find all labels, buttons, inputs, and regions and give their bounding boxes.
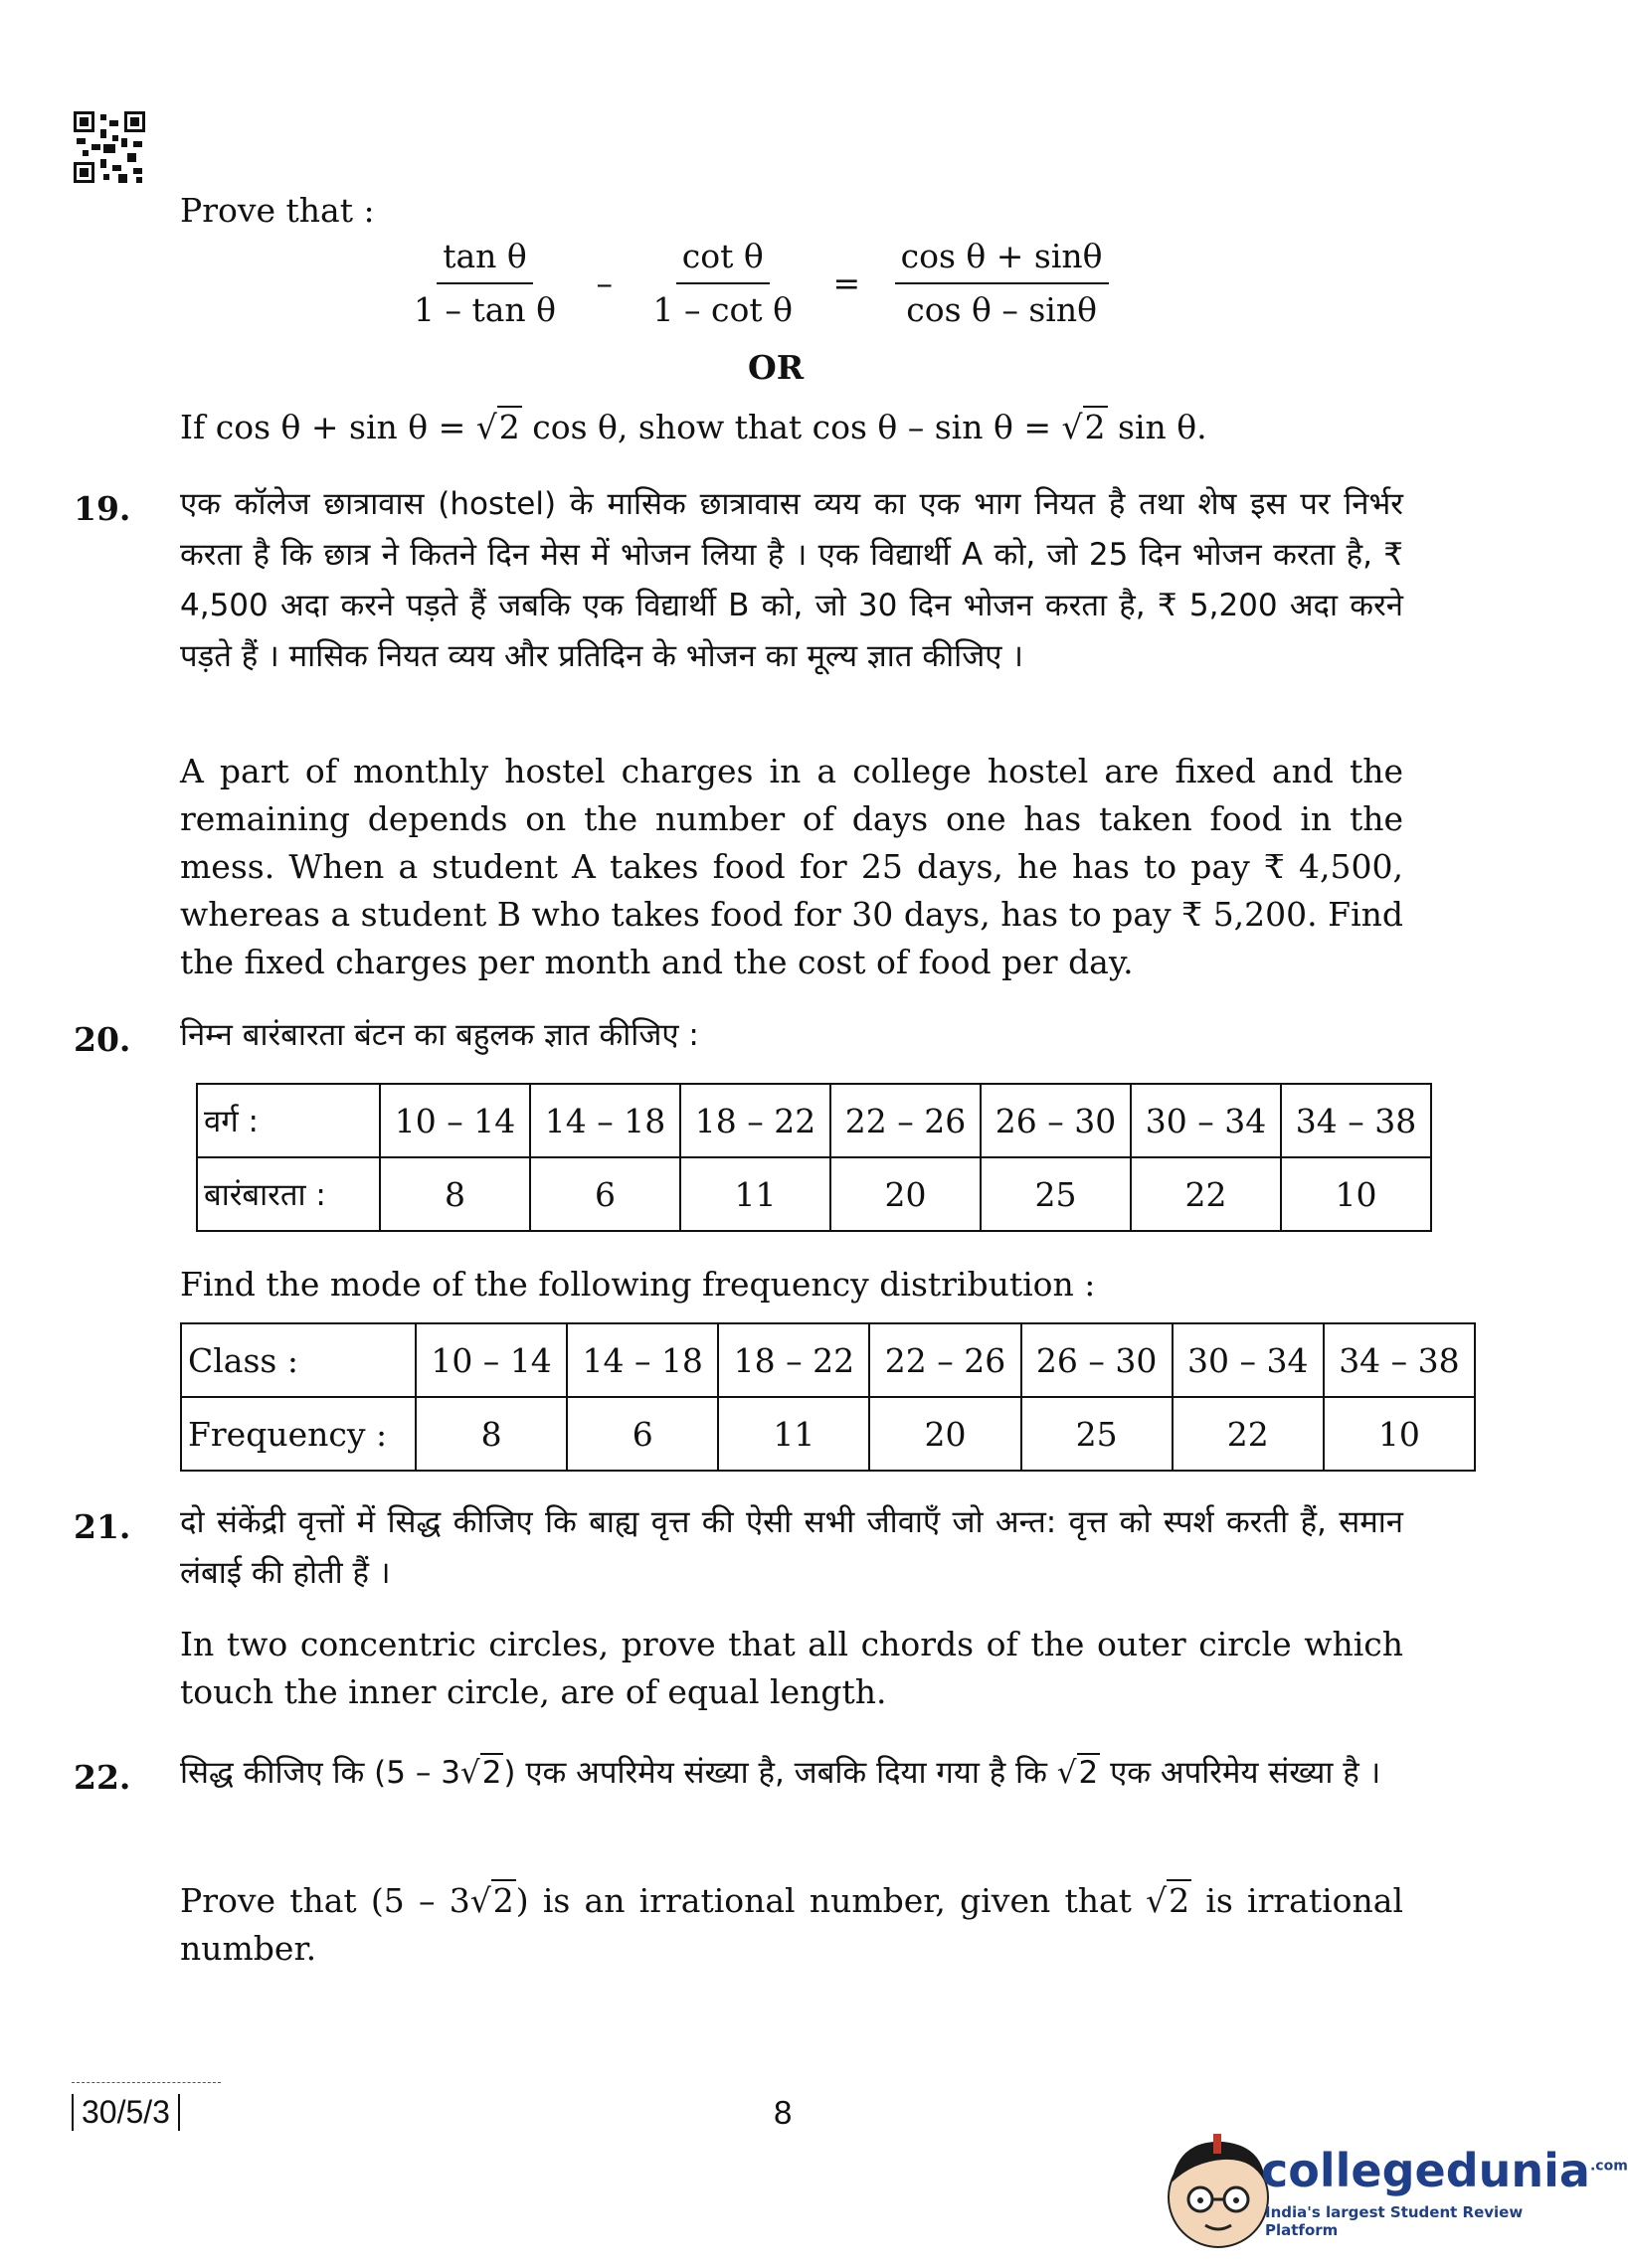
sqrt-expression bbox=[1061, 406, 1107, 446]
table-row bbox=[181, 1323, 1475, 1397]
table-cell: 6 bbox=[567, 1397, 718, 1471]
fraction-denominator: 1 – tan θ bbox=[414, 290, 557, 329]
q19-hindi-text: एक कॉलेज छात्रावास (hostel) के मासिक छात्रावास व्यय का एक भाग नियत है तथा शेष इस पर निर्भर करता है कि छात्र ने कितने दिन मेस में भोजन लिया है । एक विद्यार्थी A को, जो 25 दिन भोजन करता है, ₹ 4,500 अदा करने पड़ते हैं जबकि एक विद्यार्थी B को, जो 30 दिन भोजन करता है, ₹ 5,200 अदा करने पड़ते हैं । मासिक नियत व्यय और प्रतिदिन के भोजन का मूल्य ज्ञात कीजिए । bbox=[180, 486, 1403, 674]
brand-name bbox=[1261, 2144, 1628, 2197]
table-header-cell: वर्ग : bbox=[197, 1084, 380, 1157]
brand-tagline: India's largest Student Review Platform bbox=[1265, 2203, 1524, 2239]
page-number: 8 bbox=[774, 2094, 793, 2131]
paper-code bbox=[72, 2094, 180, 2131]
table-row bbox=[181, 1397, 1475, 1471]
text-segment: सिद्ध कीजिए कि (5 – 3 bbox=[180, 1755, 460, 1791]
table-header-cell: बारंबारता : bbox=[197, 1157, 380, 1231]
question-number: 22. bbox=[74, 1758, 131, 1797]
fraction-numerator: cot θ bbox=[676, 235, 770, 284]
table-header-cell: Class : bbox=[181, 1323, 416, 1397]
q21-hindi-text: दो संकेंद्री वृत्तों में सिद्ध कीजिए कि बाह्य वृत्त की ऐसी सभी जीवाएँ जो अन्त: वृत्त को स्पर्श करती हैं, समान लंबाई की होती हैं । bbox=[180, 1504, 1403, 1591]
sqrt-symbol: √ bbox=[1146, 1881, 1168, 1920]
q20-hindi-text: निम्न बारंबारता बंटन का बहुलक ज्ञात कीजिए : bbox=[180, 1017, 699, 1053]
table-cell: 6 bbox=[530, 1157, 680, 1231]
fraction-denominator: 1 – cot θ bbox=[652, 290, 793, 329]
fraction-cot bbox=[647, 235, 799, 332]
q21-english-text: In two concentric circles, prove that all chords of the outer circle which touch the inner circle, are of equal length. bbox=[180, 1625, 1403, 1711]
equals-sign: = bbox=[832, 263, 861, 302]
fraction-denominator: cos θ – sinθ bbox=[906, 290, 1097, 329]
sqrt-expression bbox=[476, 406, 522, 446]
text-segment: एक अपरिमेय संख्या है । bbox=[1100, 1755, 1381, 1791]
table-cell: 10 bbox=[1324, 1397, 1475, 1471]
table-cell: 10 – 14 bbox=[416, 1323, 567, 1397]
table-row bbox=[197, 1084, 1431, 1157]
sqrt-symbol: √ bbox=[469, 1881, 491, 1920]
table-cell: 22 bbox=[1131, 1157, 1281, 1231]
brand-text: collegedunia bbox=[1261, 2144, 1590, 2197]
table-cell: 8 bbox=[416, 1397, 567, 1471]
q22-english-text bbox=[180, 1877, 1403, 1973]
text-segment: Prove that (5 – 3 bbox=[180, 1881, 470, 1920]
table-cell: 25 bbox=[981, 1157, 1131, 1231]
sqrt-symbol: √ bbox=[459, 1755, 480, 1791]
paper-code-label: 30/5/3 bbox=[72, 2094, 180, 2131]
table-cell: 14 – 18 bbox=[567, 1323, 718, 1397]
radicand: 2 bbox=[1084, 408, 1106, 446]
table-cell: 22 – 26 bbox=[830, 1084, 981, 1157]
table-cell: 26 – 30 bbox=[1021, 1323, 1173, 1397]
text-segment: ) is an irrational number, given that bbox=[515, 1881, 1147, 1920]
fraction-rhs bbox=[895, 235, 1109, 332]
table-cell: 18 – 22 bbox=[718, 1323, 869, 1397]
qr-code-icon bbox=[74, 111, 145, 183]
hindi-frequency-table bbox=[196, 1083, 1432, 1232]
text-segment: sin θ. bbox=[1107, 408, 1207, 446]
brand-suffix: .com bbox=[1589, 2158, 1628, 2175]
fraction-numerator: cos θ + sinθ bbox=[895, 235, 1109, 284]
table-cell: 34 – 38 bbox=[1281, 1084, 1431, 1157]
table-cell: 14 – 18 bbox=[530, 1084, 680, 1157]
q18-equation bbox=[398, 235, 1119, 332]
table-cell: 18 – 22 bbox=[680, 1084, 830, 1157]
english-frequency-table bbox=[180, 1322, 1476, 1472]
or-separator: OR bbox=[748, 348, 805, 387]
table-cell: 10 – 14 bbox=[380, 1084, 530, 1157]
sqrt-symbol: √ bbox=[1061, 408, 1083, 446]
table-cell: 30 – 34 bbox=[1173, 1323, 1324, 1397]
table-cell: 26 – 30 bbox=[981, 1084, 1131, 1157]
sqrt-expression bbox=[1057, 1753, 1101, 1791]
table-cell: 11 bbox=[680, 1157, 830, 1231]
q19-english-text: A part of monthly hostel charges in a college hostel are fixed and the remaining depends on the number of days one has taken food in the mess. When a student A takes food for 25 days, he has to pay ₹ 4,500, whereas a student B who takes food for 30 days, has to pay ₹ 5,200. Find the fixed charges per month and the cost of food per day. bbox=[180, 752, 1403, 981]
text-segment: ) एक अपरिमेय संख्या है, जबकि दिया गया है कि bbox=[503, 1755, 1057, 1791]
radicand: 2 bbox=[498, 408, 520, 446]
q18-prompt: Prove that : bbox=[180, 191, 375, 230]
question-number: 21. bbox=[74, 1507, 131, 1546]
text-segment: If cos θ + sin θ = bbox=[180, 408, 476, 446]
radicand: 2 bbox=[1078, 1755, 1099, 1791]
q18-alternative bbox=[180, 404, 1403, 451]
table-cell: 22 – 26 bbox=[869, 1323, 1020, 1397]
fraction-numerator: tan θ bbox=[437, 235, 533, 284]
table-cell: 20 bbox=[869, 1397, 1020, 1471]
sqrt-expression bbox=[1146, 1879, 1191, 1920]
table-cell: 30 – 34 bbox=[1131, 1084, 1281, 1157]
sqrt-symbol: √ bbox=[475, 408, 497, 446]
radicand: 2 bbox=[492, 1881, 514, 1920]
table-row bbox=[197, 1157, 1431, 1231]
barcode-strip bbox=[72, 2082, 221, 2089]
table-cell: 8 bbox=[380, 1157, 530, 1231]
radicand: 2 bbox=[481, 1755, 502, 1791]
text-segment: is irrational number. bbox=[180, 1881, 1403, 1968]
question-number: 19. bbox=[74, 489, 131, 528]
question-number: 20. bbox=[74, 1020, 131, 1059]
sqrt-expression bbox=[460, 1753, 504, 1791]
sqrt-symbol: √ bbox=[1056, 1755, 1077, 1791]
q22-hindi-text bbox=[180, 1748, 1403, 1799]
table-cell: 11 bbox=[718, 1397, 869, 1471]
radicand: 2 bbox=[1169, 1881, 1190, 1920]
table-cell: 25 bbox=[1021, 1397, 1173, 1471]
q20-english-text: Find the mode of the following frequency distribution : bbox=[180, 1265, 1096, 1304]
table-cell: 22 bbox=[1173, 1397, 1324, 1471]
table-cell: 34 – 38 bbox=[1324, 1323, 1475, 1397]
table-header-cell: Frequency : bbox=[181, 1397, 416, 1471]
sqrt-expression bbox=[470, 1879, 516, 1920]
text-segment: cos θ, show that cos θ – sin θ = bbox=[521, 408, 1062, 446]
table-cell: 10 bbox=[1281, 1157, 1431, 1231]
fraction-tan bbox=[408, 235, 562, 332]
table-cell: 20 bbox=[830, 1157, 981, 1231]
minus-sign: – bbox=[596, 263, 614, 302]
